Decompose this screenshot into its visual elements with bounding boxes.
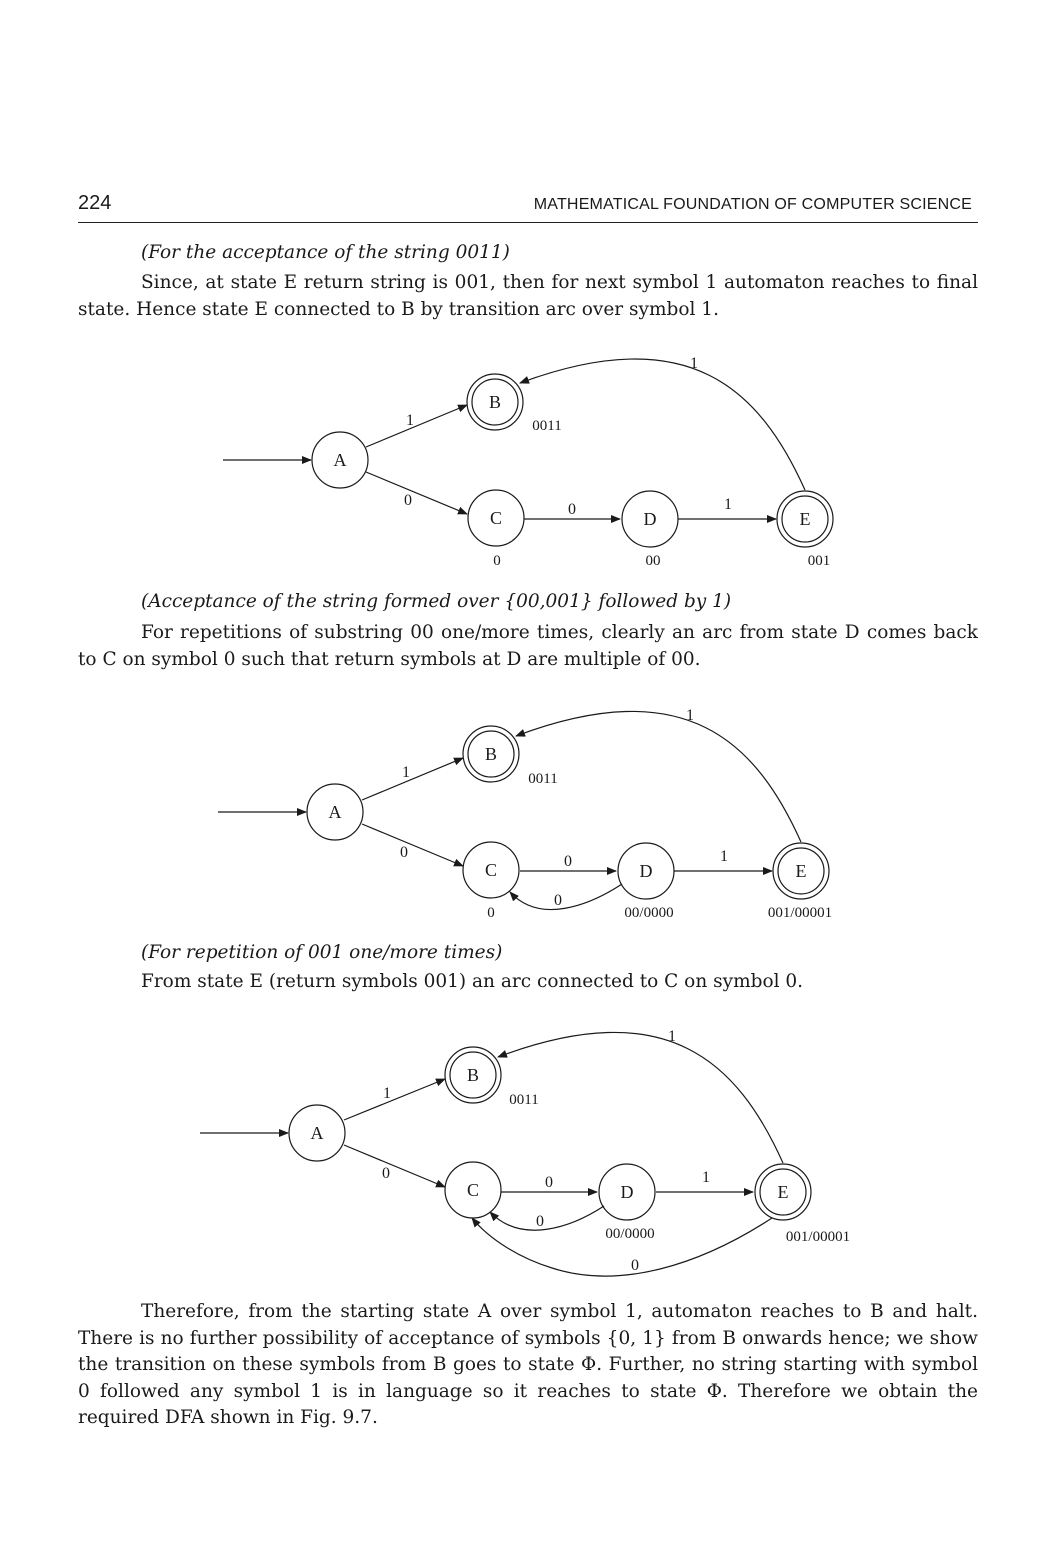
state-d-annotation: 00/0000 <box>624 905 674 921</box>
edge-a-c <box>366 472 467 514</box>
edge-e-b-symbol: 1 <box>668 1028 676 1045</box>
state-d-annotation: 00/0000 <box>605 1226 655 1242</box>
edge-a-c <box>344 1145 445 1187</box>
state-d-label: D <box>620 1182 634 1202</box>
state-c-label: C <box>484 860 498 880</box>
state-e-annotation: 001/00001 <box>767 905 833 921</box>
edge-a-b <box>344 1079 445 1120</box>
state-e-label: E <box>795 861 807 881</box>
state-e-annotation: 001 <box>807 553 831 569</box>
edge-d-e-symbol: 1 <box>720 848 728 865</box>
state-b-annotation: 0011 <box>509 1092 539 1108</box>
state-b-label: B <box>488 392 502 412</box>
edge-d-e-symbol: 1 <box>702 1169 710 1186</box>
edge-a-c-symbol: 0 <box>404 492 412 509</box>
state-b-annotation: 0011 <box>528 771 558 787</box>
edge-c-d-symbol: 0 <box>568 501 576 518</box>
state-d-label: D <box>643 509 657 529</box>
edge-e-c-symbol: 0 <box>631 1257 639 1274</box>
dfa-diagram-2 <box>0 690 1053 930</box>
edge-a-c <box>362 824 463 866</box>
edge-a-b-symbol: 1 <box>383 1085 391 1102</box>
state-a-label: A <box>310 1123 324 1143</box>
dfa-diagram-1 <box>0 340 1053 580</box>
edge-e-b-symbol: 1 <box>686 707 694 724</box>
paragraph-e-to-c: From state E (return symbols 001) an arc connected to C on symbol 0. <box>141 971 804 992</box>
state-b-annotation: 0011 <box>532 418 562 434</box>
state-c-label: C <box>489 508 503 528</box>
edge-a-c-symbol: 0 <box>382 1165 390 1182</box>
running-title: MATHEMATICAL FOUNDATION OF COMPUTER SCIENCE <box>533 196 972 213</box>
edge-a-b-symbol: 1 <box>406 412 414 429</box>
edge-d-e-symbol: 1 <box>724 496 732 513</box>
state-a-label: A <box>328 802 342 822</box>
state-b-label: B <box>466 1065 480 1085</box>
paragraph-state-e-to-b: Since, at state E return string is 001, then for next symbol 1 automaton reaches to final state. Hence state E connected to B by transition arc over symbol 1. <box>78 272 978 320</box>
state-c-annotation: 0 <box>487 905 495 921</box>
edge-a-c-symbol: 0 <box>400 844 408 861</box>
edge-e-b <box>498 1032 783 1163</box>
paragraph-conclusion: Therefore, from the starting state A over symbol 1, automaton reaches to B and halt. There is no further possibility of acceptance of symbols {0, 1} from B onwards hence; we show the transition on these symbols from B goes to state Φ. Further, no string starting with symbol 0 followed any symbol 1 is in language so it reaches to state Φ. Therefore we obtain the required DFA shown in Fig. 9.7. <box>78 1301 978 1428</box>
state-c-label: C <box>466 1180 480 1200</box>
edge-a-b <box>362 758 463 800</box>
edge-d-c-symbol: 0 <box>536 1213 544 1230</box>
page-header <box>78 192 978 223</box>
edge-c-d-symbol: 0 <box>564 853 572 870</box>
state-d-annotation: 00 <box>645 553 661 569</box>
caption-acceptance-0011: (For the acceptance of the string 0011) <box>141 242 510 263</box>
edge-e-b <box>520 359 805 490</box>
state-d-label: D <box>639 861 653 881</box>
state-b-label: B <box>484 744 498 764</box>
state-e-label: E <box>799 509 811 529</box>
edge-a-b-symbol: 1 <box>402 764 410 781</box>
caption-repetition-001: (For repetition of 001 one/more times) <box>141 942 503 963</box>
dfa-diagram-3 <box>0 1015 1053 1285</box>
paragraph-repetition-00: For repetitions of substring 00 one/more times, clearly an arc from state D comes back to C on symbol 0 such that return symbols at D are multiple of 00. <box>78 622 978 670</box>
edge-e-b <box>516 711 801 842</box>
edge-d-c-symbol: 0 <box>554 892 562 909</box>
page-number: 224 <box>78 192 112 214</box>
state-e-annotation: 001/00001 <box>785 1229 851 1245</box>
edge-d-c-loop <box>510 884 622 910</box>
state-a-label: A <box>333 450 347 470</box>
edge-c-d-symbol: 0 <box>545 1174 553 1191</box>
caption-acceptance-00-001: (Acceptance of the string formed over {00,001} followed by 1) <box>141 591 732 612</box>
state-c-annotation: 0 <box>493 553 501 569</box>
edge-a-b <box>366 405 467 447</box>
state-e-label: E <box>777 1182 789 1202</box>
edge-e-b-symbol: 1 <box>690 355 698 372</box>
edge-d-c-loop <box>490 1206 604 1230</box>
